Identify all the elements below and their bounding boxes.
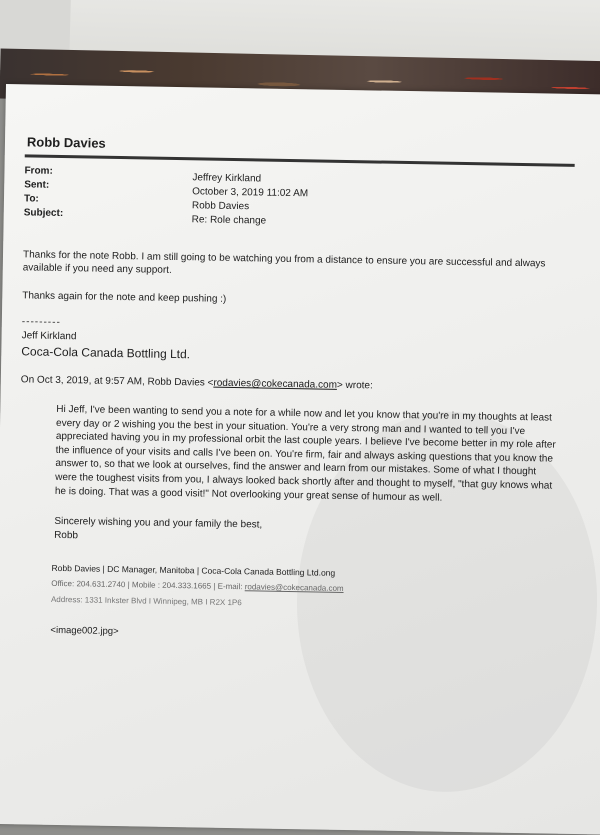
subject-value: Re: Role change (191, 214, 267, 227)
signature-company: Coca-Cola Canada Bottling Ltd. (21, 344, 191, 362)
footer-address: Address: 1331 Inkster Blvd I Winnipeg, MB I R2X 1P6 (50, 594, 242, 608)
body-paragraph-2: Thanks again for the note and keep pushing :) (22, 290, 227, 305)
to-value: Robb Davies (191, 200, 250, 213)
quoted-signoff (54, 515, 262, 546)
attribution-email-link[interactable]: rodavies@cokecanada.com (213, 377, 338, 391)
sent-label: Sent: (24, 179, 50, 191)
quote-attribution (21, 374, 373, 391)
from-label: From: (24, 165, 53, 177)
quoted-message: Hi Jeff, I've been wanting to send you a note for a while now and let you know that you're in my thoughts at least every day or 2 wishing you the best in your situation. You're a very strong man and I wanted to tell you I've appreciated having you in my professional orbit the last couple years. I believe I've become better in my role after the influence of your visits and calls I've been on. You're firm, fair and always asking questions that you know the answer to, so that we look at ourselves, find the answer and learn from our mistakes. Some of what I thought were the toughest visits from you, I always looked back shortly after and thought to myself, "that guy knows what he is doing. That was a good visit!" Not overlooking your great sense of humour as well. (54, 403, 556, 504)
from-value: Jeffrey Kirkland (192, 172, 262, 185)
signature-name: Jeff Kirkland (21, 330, 77, 343)
sent-value: October 3, 2019 11:02 AM (192, 186, 309, 200)
footer-email-link[interactable]: rodavies@cokecanada.com (244, 582, 344, 593)
printed-email-page (0, 84, 600, 835)
footer-email-label: E-mail: (217, 581, 243, 592)
footer-name-line: Robb Davies | DC Manager, Manitoba | Coca-Cola Canada Bottling Ltd.ong (51, 562, 336, 578)
attribution-suffix: > wrote: (336, 379, 373, 392)
subject-label: Subject: (23, 207, 64, 220)
attribution-prefix: On Oct 3, 2019, at 9:57 AM, Robb Davies < (20, 374, 214, 389)
page-header-name: Robb Davies (26, 134, 106, 151)
meta-values (192, 171, 453, 232)
meta-labels (24, 164, 145, 222)
signature-separator: --------- (21, 316, 61, 328)
body-paragraph-1: Thanks for the note Robb. I am still going to be watching you from a distance to ensure you are successful and always available if you need any support. (22, 249, 546, 276)
footer-mobile: | Mobile : 204.333.1665 | (127, 580, 216, 591)
footer-office: Office: 204.631.2740 (51, 578, 126, 590)
to-label: To: (23, 193, 39, 205)
quoted-sign-name: Robb (54, 529, 79, 541)
attachment-placeholder: <image002.jpg> (50, 624, 119, 638)
quoted-closing: Sincerely wishing you and your family the best, (54, 515, 263, 531)
